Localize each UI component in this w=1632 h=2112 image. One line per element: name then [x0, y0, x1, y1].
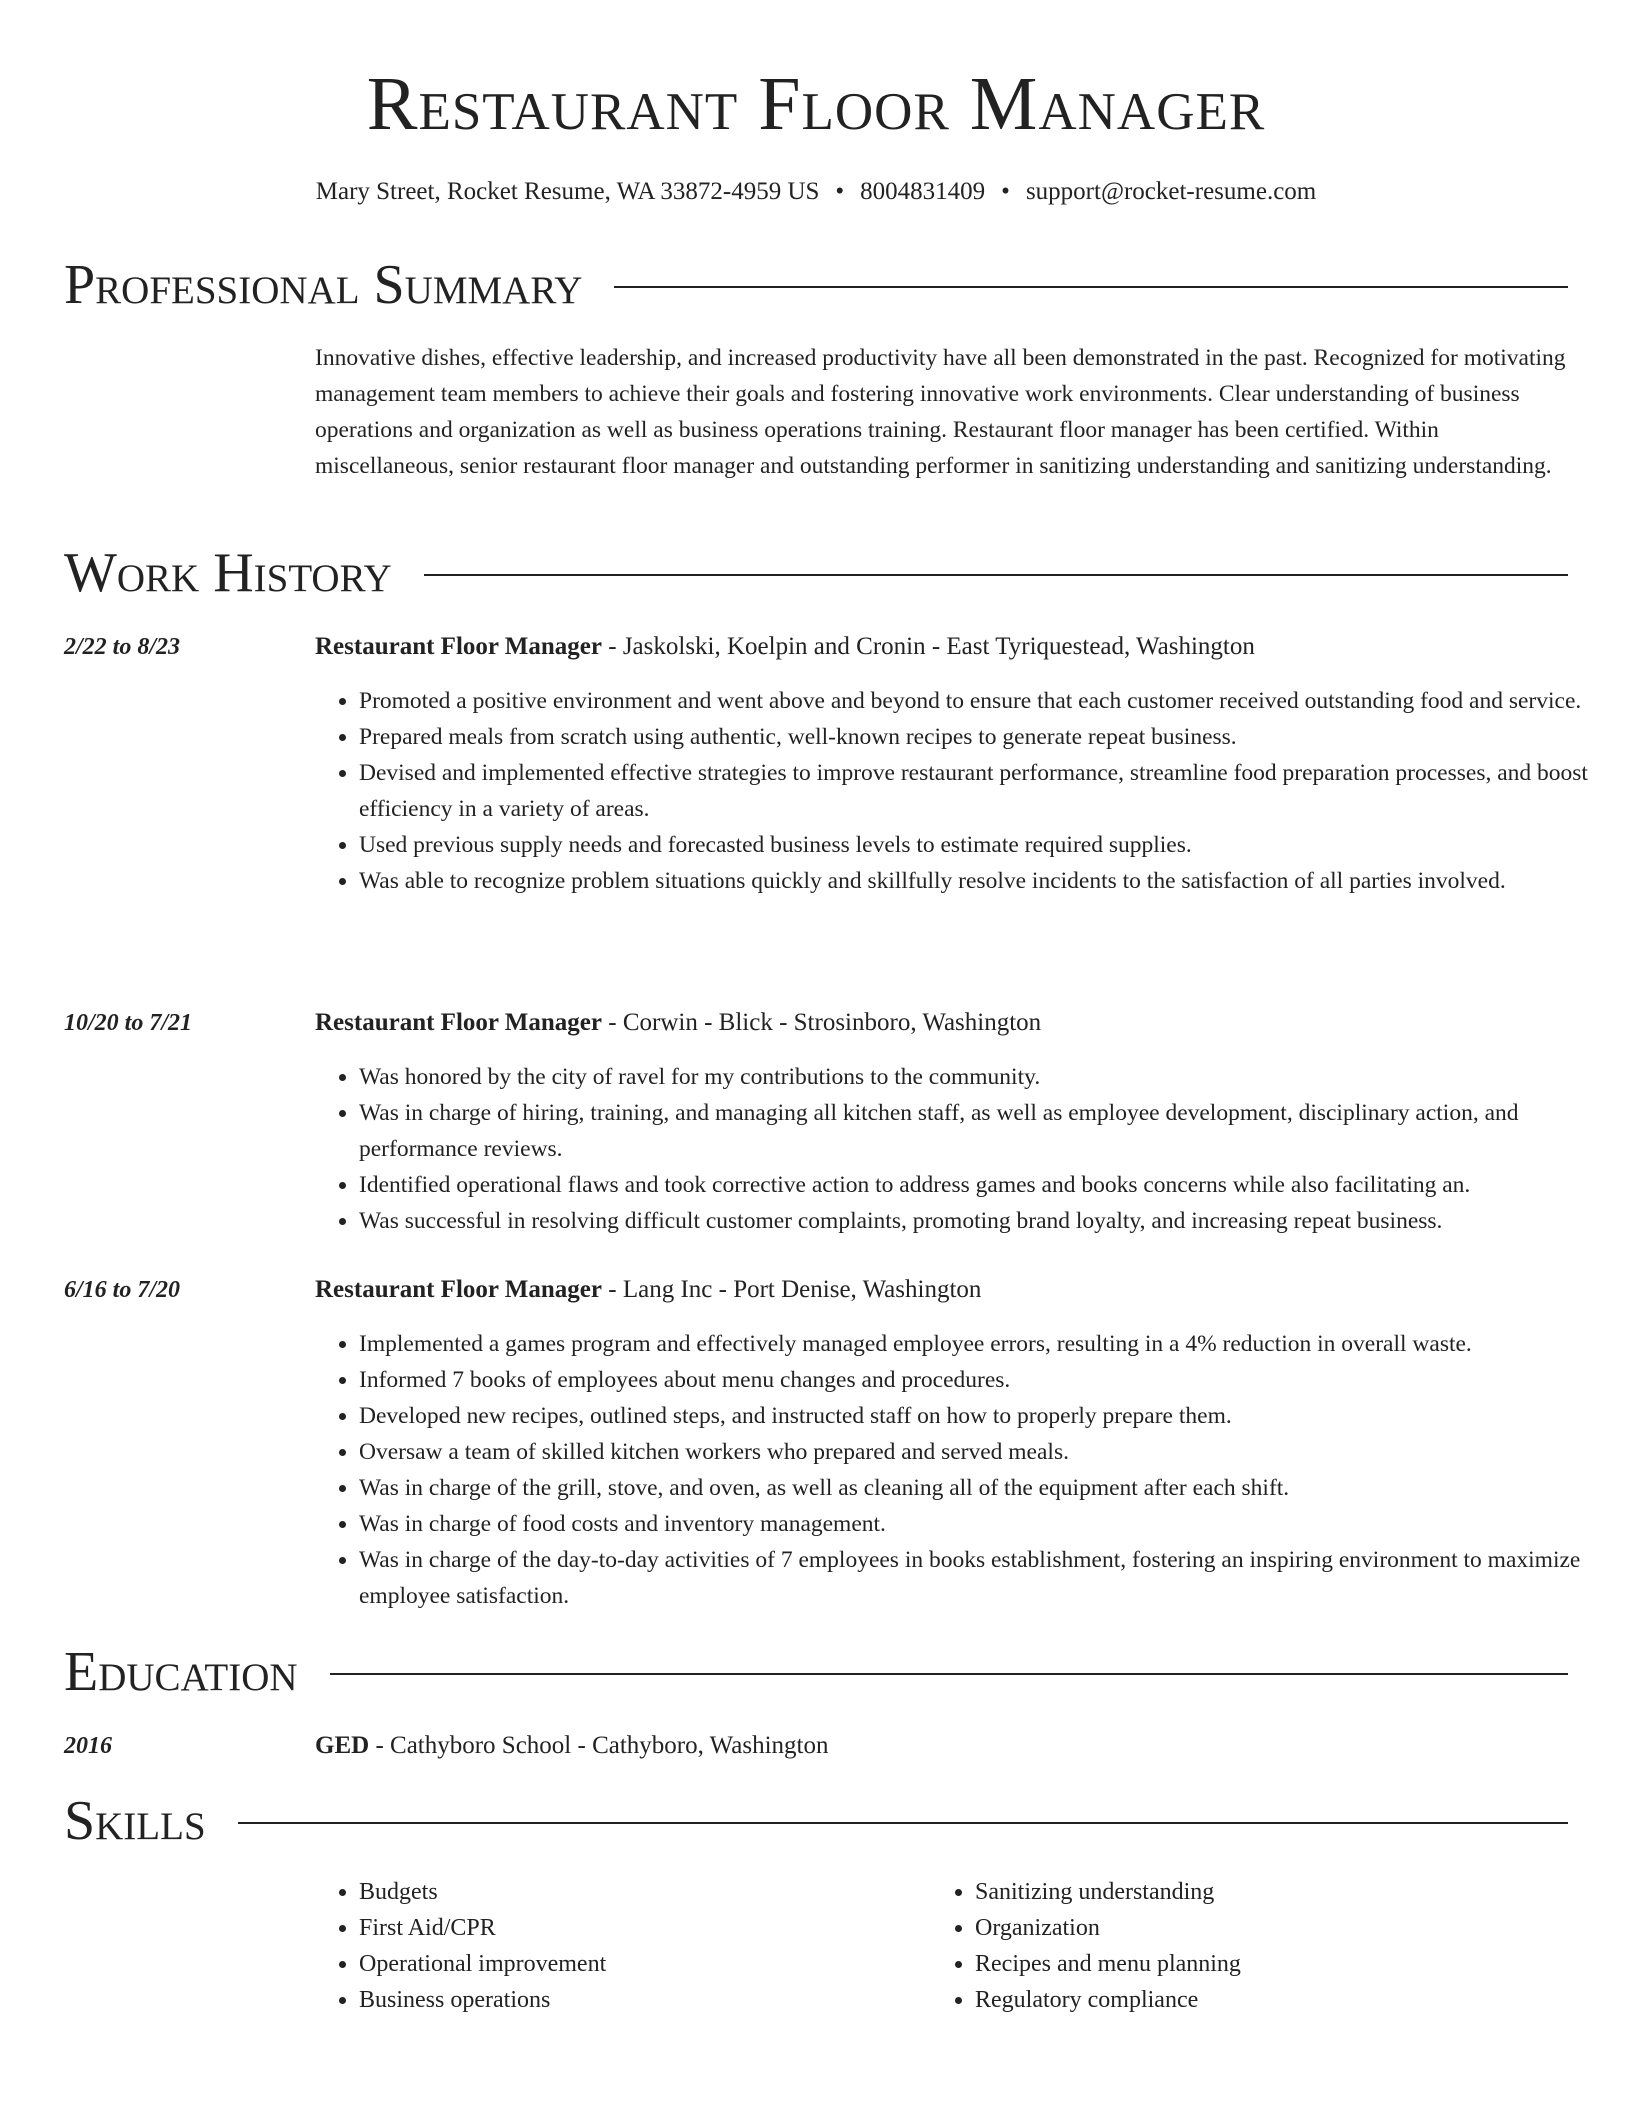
- section-header-summary: [64, 253, 1568, 317]
- job-role: Restaurant Floor Manager: [315, 633, 602, 660]
- skills-list-left: [315, 1874, 919, 2018]
- contact-address: Mary Street, Rocket Resume, WA 33872-4959 US: [315, 178, 820, 205]
- list-item: • Oversaw a team of skilled kitchen workers who prepared and served meals.: [359, 1434, 1612, 1470]
- section-header-skills: [64, 1789, 1568, 1853]
- list-item: • Informed 7 books of employees about menu changes and procedures.: [359, 1362, 1612, 1398]
- section-divider: [614, 286, 1568, 288]
- skill-item: • Recipes and menu planning: [975, 1946, 1575, 1982]
- section-title: Education: [64, 1641, 298, 1703]
- job-heading: [315, 1005, 1568, 1041]
- section-title: Work History: [64, 542, 392, 604]
- list-item: • Was able to recognize problem situations quickly and skillfully resolve incidents to the satisfaction of all parties involved.: [359, 863, 1612, 899]
- list-item: • Was in charge of hiring, training, and managing all kitchen staff, as well as employee development, disciplinary action, and performance reviews.: [359, 1095, 1612, 1167]
- list-item: • Prepared meals from scratch using authentic, well-known recipes to generate repeat business.: [359, 719, 1612, 755]
- contact-separator: •: [1001, 178, 1010, 205]
- list-item: • Implemented a games program and effectively managed employee errors, resulting in a 4% reduction in overall waste.: [359, 1326, 1612, 1362]
- job-heading: [315, 1272, 1568, 1308]
- job-employer: - Corwin - Blick - Strosinboro, Washington: [602, 1009, 1042, 1036]
- education-heading: [315, 1728, 828, 1764]
- list-item: • Was in charge of food costs and inventory management.: [359, 1506, 1612, 1542]
- skill-item: • Business operations: [359, 1982, 919, 2018]
- job-bullets: [315, 1326, 1612, 1614]
- list-item: • Identified operational flaws and took corrective action to address games and books concerns while also facilitating an.: [359, 1167, 1612, 1203]
- education-degree: GED: [315, 1732, 370, 1759]
- skill-item: • Regulatory compliance: [975, 1982, 1575, 2018]
- contact-email: support@rocket-resume.com: [1025, 178, 1317, 205]
- skill-item: • Sanitizing understanding: [975, 1874, 1575, 1910]
- job-bullets: [315, 1059, 1612, 1239]
- job-employer: - Jaskolski, Koelpin and Cronin - East Tyriquestead, Washington: [602, 633, 1255, 660]
- skills-list-right: [931, 1874, 1575, 2018]
- skill-item: • Operational improvement: [359, 1946, 919, 1982]
- job-date: 10/20 to 7/21: [64, 1010, 193, 1036]
- page-title: Restaurant Floor Manager: [366, 62, 1266, 146]
- list-item: • Was successful in resolving difficult customer complaints, promoting brand loyalty, and increasing repeat business.: [359, 1203, 1612, 1239]
- section-divider: [330, 1673, 1568, 1675]
- list-item: • Developed new recipes, outlined steps, and instructed staff on how to properly prepare them.: [359, 1398, 1612, 1434]
- contact-phone: 8004831409: [860, 178, 986, 205]
- education-date: 2016: [64, 1733, 112, 1759]
- section-title: Skills: [64, 1790, 206, 1852]
- list-item: • Was in charge of the grill, stove, and oven, as well as cleaning all of the equipment after each shift.: [359, 1470, 1612, 1506]
- list-item: • Used previous supply needs and forecasted business levels to estimate required supplies.: [359, 827, 1612, 863]
- job-bullets: [315, 683, 1612, 899]
- contact-separator: •: [835, 178, 845, 205]
- education-school: - Cathyboro School - Cathyboro, Washington: [369, 1732, 829, 1759]
- job-role: Restaurant Floor Manager: [315, 1009, 602, 1036]
- job-role: Restaurant Floor Manager: [315, 1276, 602, 1303]
- skill-item: • First Aid/CPR: [359, 1910, 919, 1946]
- job-date: 6/16 to 7/20: [64, 1277, 181, 1303]
- section-header-education: [64, 1640, 1568, 1704]
- list-item: • Promoted a positive environment and went above and beyond to ensure that each customer received outstanding food and service.: [359, 683, 1612, 719]
- section-header-work-history: [64, 541, 1568, 605]
- skill-item: • Budgets: [359, 1874, 919, 1910]
- section-title: Professional Summary: [64, 254, 583, 316]
- list-item: • Was honored by the city of ravel for my contributions to the community.: [359, 1059, 1612, 1095]
- job-heading: [315, 629, 1568, 665]
- job-date: 2/22 to 8/23: [64, 634, 181, 660]
- section-divider: [238, 1822, 1568, 1824]
- list-item: • Was in charge of the day-to-day activities of 7 employees in books establishment, fostering an inspiring environment to maximize employee satisfaction.: [359, 1542, 1612, 1614]
- list-item: • Devised and implemented effective strategies to improve restaurant performance, streamline food preparation processes, and boost efficiency in a variety of areas.: [359, 755, 1612, 827]
- section-divider: [424, 574, 1568, 576]
- job-employer: - Lang Inc - Port Denise, Washington: [602, 1276, 982, 1303]
- summary-text: Innovative dishes, effective leadership, and increased productivity have all been demonstrated in the past. Recognized for motivating management team members to achieve their goals and fostering innovative work environments. Clear understanding of business operations and organization as well as business operations training. Restaurant floor manager has been certified. Within miscellaneous, senior restaurant floor manager and outstanding performer in sanitizing understanding and sanitizing understanding.: [315, 345, 1566, 479]
- skill-item: • Organization: [975, 1910, 1575, 1946]
- contact-line: [0, 174, 1632, 210]
